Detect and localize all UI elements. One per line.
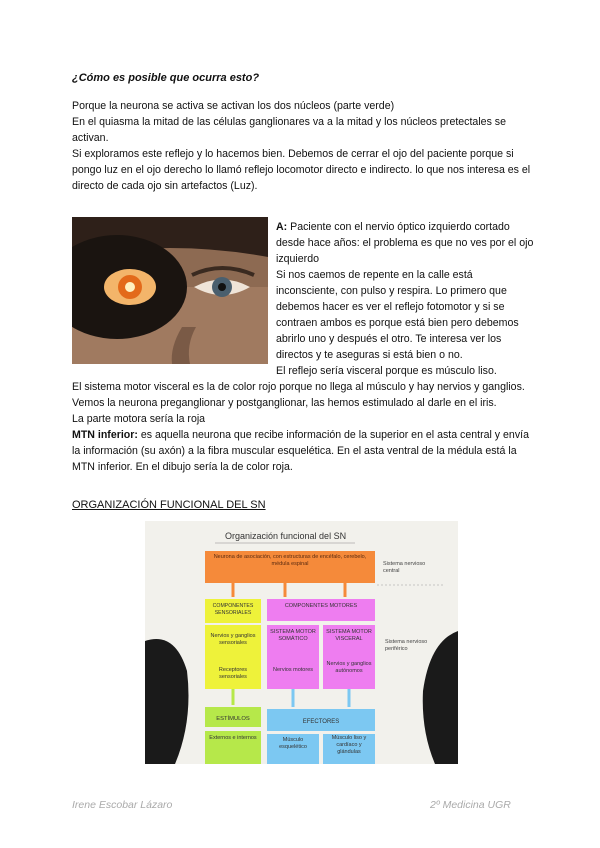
intro-line-1: Porque la neurona se activa se activan los dos núcleos (parte verde) <box>72 100 395 112</box>
visceral-reflex-line: El reflejo sería visceral porque es músculo liso. <box>276 365 497 377</box>
visceral-title: SISTEMA MOTOR VISCERAL <box>326 629 372 642</box>
case-a-label: A: <box>276 221 288 233</box>
footer-author: Irene Escobar Lázaro <box>72 799 173 811</box>
effector-1-text: Músculo esquelético <box>279 737 307 750</box>
somatic-nerves: Nervios motores <box>272 667 314 673</box>
case-description <box>276 219 534 363</box>
mtn-paragraph <box>72 427 534 475</box>
motor-header: COMPONENTES MOTORES <box>284 603 358 609</box>
stimuli-text: Externos e internos <box>209 735 257 741</box>
effectors-header: EFECTORES <box>302 719 340 725</box>
sensory-nerves-text: Nervios y ganglios sensoriales <box>210 633 256 646</box>
diagram-svg <box>145 521 458 764</box>
intro-paragraphs <box>72 98 532 194</box>
nervous-system-diagram <box>145 521 458 764</box>
sensory-header: COMPONENTES SENSORIALES <box>212 603 254 616</box>
diagram-title: Organización funcional del SN <box>225 531 347 541</box>
stimuli-header: ESTÍMULOS <box>216 716 250 722</box>
case-a-line <box>276 219 534 267</box>
mtn-text: es aquella neurona que recibe información de la superior en el asta central y envía la información (su axón) a la fibra muscular esquelética. En el asta ventral de la médula está la MTN inferior. En el dibujo sería la de color roja. <box>72 429 529 473</box>
somatic-title: SISTEMA MOTOR SOMÁTICO <box>270 629 316 642</box>
eye-photo-illustration <box>72 217 268 364</box>
visceral-nerves: Nervios y ganglios autónomos <box>326 661 372 674</box>
footer-course: 2º Medicina UGR <box>430 799 511 811</box>
sensory-receptors-text: Receptores sensoriales <box>218 667 248 680</box>
eye-examination-photo <box>72 217 268 364</box>
association-text: Neurona de asociación, con estructuras de encéfalo, cerebelo, médula espinal <box>213 554 367 567</box>
section-title: ORGANIZACIÓN FUNCIONAL DEL SN <box>72 499 266 511</box>
question-heading: ¿Cómo es posible que ocurra esto? <box>72 72 260 84</box>
visceral-motor-paragraph: El sistema motor visceral es la de color rojo porque no llega al músculo y hay nervios y ganglios. Vemos la neurona preganglionar y postganglionar, las hemos estimulado al darle en el iris. <box>72 381 525 409</box>
intro-line-2: En el quiasma la mitad de las células ganglionares va a la mitad y los núcleos pretectales se activan. <box>72 116 506 144</box>
motor-system-paragraphs <box>72 379 534 475</box>
snc-label: Sistema nervioso central <box>383 561 426 574</box>
snp-label: Sistema nervioso periférico <box>385 639 428 652</box>
case-paragraph: Si nos caemos de repente en la calle está inconsciente, con pulso y respira. Lo primero que debemos hacer es ver el reflejo fotomotor y si se contraen ambos es porque está bien pero debemos abrirlo uno y después el otro. Te interesa ver los directos y te aseguras si está bien o no. <box>276 269 519 361</box>
effector-2-text: Músculo liso y cardíaco y glándulas <box>331 735 367 755</box>
motor-part-line: La parte motora sería la roja <box>72 413 206 425</box>
case-a-text: Paciente con el nervio óptico izquierdo cortado desde hace años: el problema es que no ves por el ojo izquierdo <box>276 221 534 265</box>
intro-line-3: Si exploramos este reflejo y lo hacemos bien. Debemos de cerrar el ojo del paciente porque si pongo luz en el ojo derecho lo llamó reflejo locomotor directo e indirecto. lo que nos interesa es el directo de cada ojo sin artefactos (Luz). <box>72 148 531 192</box>
mtn-label: MTN inferior: <box>72 429 138 441</box>
